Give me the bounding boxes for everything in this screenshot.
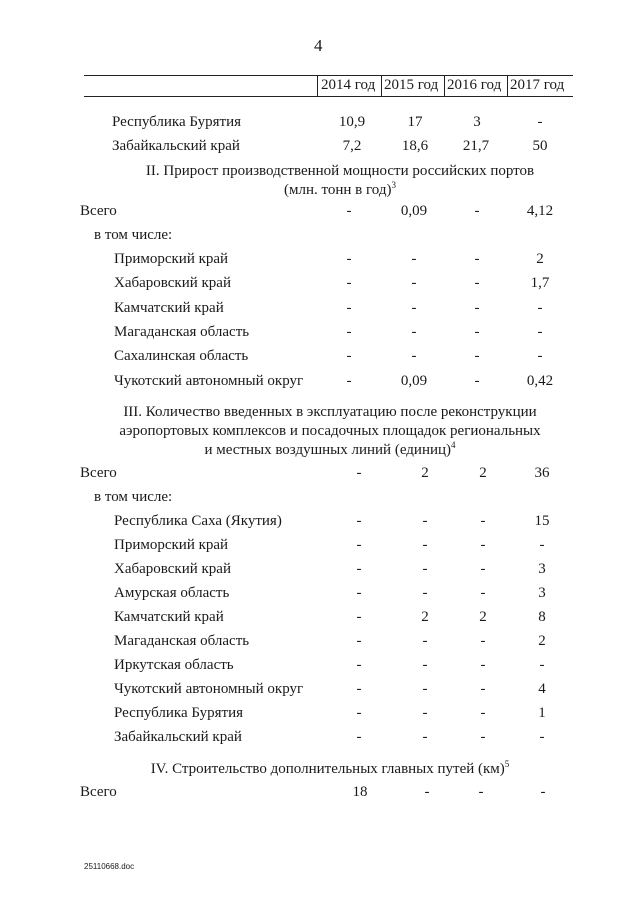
header-divider <box>444 75 445 97</box>
cell-2017: - <box>537 299 543 316</box>
row-label: Магаданская область <box>114 323 250 340</box>
row-label: Амурская область <box>114 585 230 601</box>
row-label: Хабаровский край <box>114 561 231 577</box>
section2-subtitle <box>210 182 470 199</box>
row-label: Иркутская область <box>114 657 234 673</box>
cell-2016: - <box>474 299 480 316</box>
cell-2016: - <box>474 372 480 389</box>
header-bottom-rule <box>84 96 573 97</box>
cell-2015: 17 <box>407 114 423 130</box>
cell-2016: - <box>480 681 486 697</box>
row-label: Забайкальский край <box>114 729 242 745</box>
cell-2017: - <box>539 729 545 745</box>
cell-2016: - <box>480 633 486 649</box>
footnote-ref: 4 <box>451 440 456 450</box>
cell-2015: - <box>422 537 428 553</box>
cell-2016: - <box>480 561 486 577</box>
cell-2016: - <box>474 323 480 340</box>
cell-2014: - <box>356 609 362 625</box>
cell-2015: - <box>422 513 428 529</box>
cell-2017: - <box>539 537 545 553</box>
row-label: Камчатский край <box>114 299 224 316</box>
header-divider <box>507 75 508 97</box>
total-label: Всего <box>80 203 117 219</box>
cell-2017: 3 <box>538 585 546 601</box>
cell-2014: - <box>346 348 352 365</box>
year-2015: 2015 год <box>384 77 439 93</box>
cell-2014: - <box>356 705 362 721</box>
section3-title-line1: III. Количество введенных в эксплуатацию после реконструкции <box>123 404 537 420</box>
cell-2016: 21,7 <box>462 138 490 154</box>
footnote-ref: 5 <box>504 759 510 769</box>
row-label: Приморский край <box>114 251 229 267</box>
year-2016: 2016 год <box>447 77 502 93</box>
cell-2017: 36 <box>534 465 550 481</box>
cell-2015: 18,6 <box>401 138 429 154</box>
header-divider <box>381 75 382 97</box>
cell-2017: 4,12 <box>526 203 554 219</box>
cell-2014: - <box>346 372 352 389</box>
cell-2015: - <box>411 275 417 292</box>
cell-2014: - <box>356 657 362 673</box>
cell-2015: - <box>411 251 417 267</box>
total-label: Всего <box>80 465 117 481</box>
cell-2017: 15 <box>534 513 550 529</box>
cell-2016: 2 <box>479 465 487 481</box>
cell-2017: 4 <box>538 681 546 697</box>
total-label: Всего <box>80 784 117 800</box>
cell-2017: 1 <box>538 705 546 721</box>
header-divider <box>317 75 318 97</box>
cell-2016: - <box>474 203 480 219</box>
footer-filename: 25110668.doc <box>84 862 135 871</box>
section2-title: II. Прирост производственной мощности российских портов <box>145 163 535 179</box>
cell-2017: - <box>539 657 545 673</box>
cell-2015: - <box>422 633 428 649</box>
cell-2014: - <box>356 561 362 577</box>
cell-2014: - <box>346 299 352 316</box>
cell-2014: 10,9 <box>338 114 366 130</box>
cell-2015: 0,09 <box>400 372 428 389</box>
cell-2016: - <box>474 251 480 267</box>
cell-2016: - <box>480 729 486 745</box>
cell-2016: - <box>480 657 486 673</box>
row-label: Магаданская область <box>114 633 250 649</box>
cell-2014: - <box>356 633 362 649</box>
cell-2015: - <box>422 705 428 721</box>
cell-2015: - <box>422 561 428 577</box>
header-top-rule <box>84 75 573 76</box>
cell-2016: - <box>474 348 480 365</box>
row-label: Камчатский край <box>114 609 224 625</box>
section3-title-line2: аэропортовых комплексов и посадочных площадок региональных <box>119 423 541 439</box>
cell-2017: 3 <box>538 561 546 577</box>
cell-2017: - <box>537 114 543 130</box>
year-2014: 2014 год <box>321 77 376 93</box>
cell-2017: 50 <box>532 138 548 154</box>
cell-2016: - <box>480 513 486 529</box>
cell-2016: 3 <box>473 114 481 130</box>
cell-2014: - <box>356 681 362 697</box>
cell-2014: - <box>356 729 362 745</box>
cell-2014: - <box>356 585 362 601</box>
cell-2017: - <box>540 784 546 800</box>
section3-title-text: и местных воздушных линий (единиц) <box>204 442 452 458</box>
cell-2016: - <box>478 784 484 800</box>
cell-2015: - <box>411 323 417 340</box>
cell-2016: 2 <box>479 609 487 625</box>
cell-2014: 7,2 <box>342 138 362 154</box>
cell-2014: - <box>356 537 362 553</box>
cell-2014: - <box>346 251 352 267</box>
cell-2015: 2 <box>421 609 429 625</box>
row-label: Хабаровский край <box>114 275 231 292</box>
section4-title-text: IV. Строительство дополнительных главных путей (км) <box>150 761 505 777</box>
cell-2016: - <box>480 585 486 601</box>
cell-2017: 8 <box>538 609 546 625</box>
cell-2015: - <box>422 729 428 745</box>
cell-2015: 2 <box>421 465 429 481</box>
cell-2015: 0,09 <box>400 203 428 219</box>
cell-2014: - <box>356 465 362 481</box>
cell-2014: - <box>356 513 362 529</box>
row-label: Забайкальский край <box>112 138 240 154</box>
year-2017: 2017 год <box>510 77 565 93</box>
section2-incl-label: в том числе: <box>94 227 173 243</box>
section3-incl-label: в том числе: <box>94 489 173 505</box>
cell-2017: 0,42 <box>526 372 554 389</box>
section4-title <box>120 761 540 778</box>
cell-2014: 18 <box>352 784 368 800</box>
cell-2017: 1,7 <box>530 275 550 292</box>
cell-2016: - <box>474 275 480 292</box>
row-label: Сахалинская область <box>114 348 249 365</box>
row-label: Приморский край <box>114 537 229 553</box>
cell-2014: - <box>346 203 352 219</box>
row-label: Республика Бурятия <box>114 705 244 721</box>
section3-title-line3 <box>100 442 560 459</box>
cell-2017: 2 <box>538 633 546 649</box>
cell-2015: - <box>411 299 417 316</box>
page-number: 4 <box>314 36 323 55</box>
cell-2017: 2 <box>536 251 544 267</box>
cell-2014: - <box>346 323 352 340</box>
cell-2015: - <box>422 657 428 673</box>
section2-subtitle-text: (млн. тонн в год) <box>284 182 392 198</box>
cell-2017: - <box>537 348 543 365</box>
footnote-ref: 3 <box>391 180 396 190</box>
cell-2015: - <box>424 784 430 800</box>
row-label: Чукотский автономный округ <box>114 681 304 697</box>
cell-2016: - <box>480 705 486 721</box>
row-label: Чукотский автономный округ <box>114 372 304 389</box>
cell-2015: - <box>422 681 428 697</box>
cell-2016: - <box>480 537 486 553</box>
cell-2015: - <box>422 585 428 601</box>
cell-2015: - <box>411 348 417 365</box>
row-label: Республика Саха (Якутия) <box>114 513 282 529</box>
cell-2017: - <box>537 323 543 340</box>
row-label: Республика Бурятия <box>112 114 242 130</box>
cell-2014: - <box>346 275 352 292</box>
